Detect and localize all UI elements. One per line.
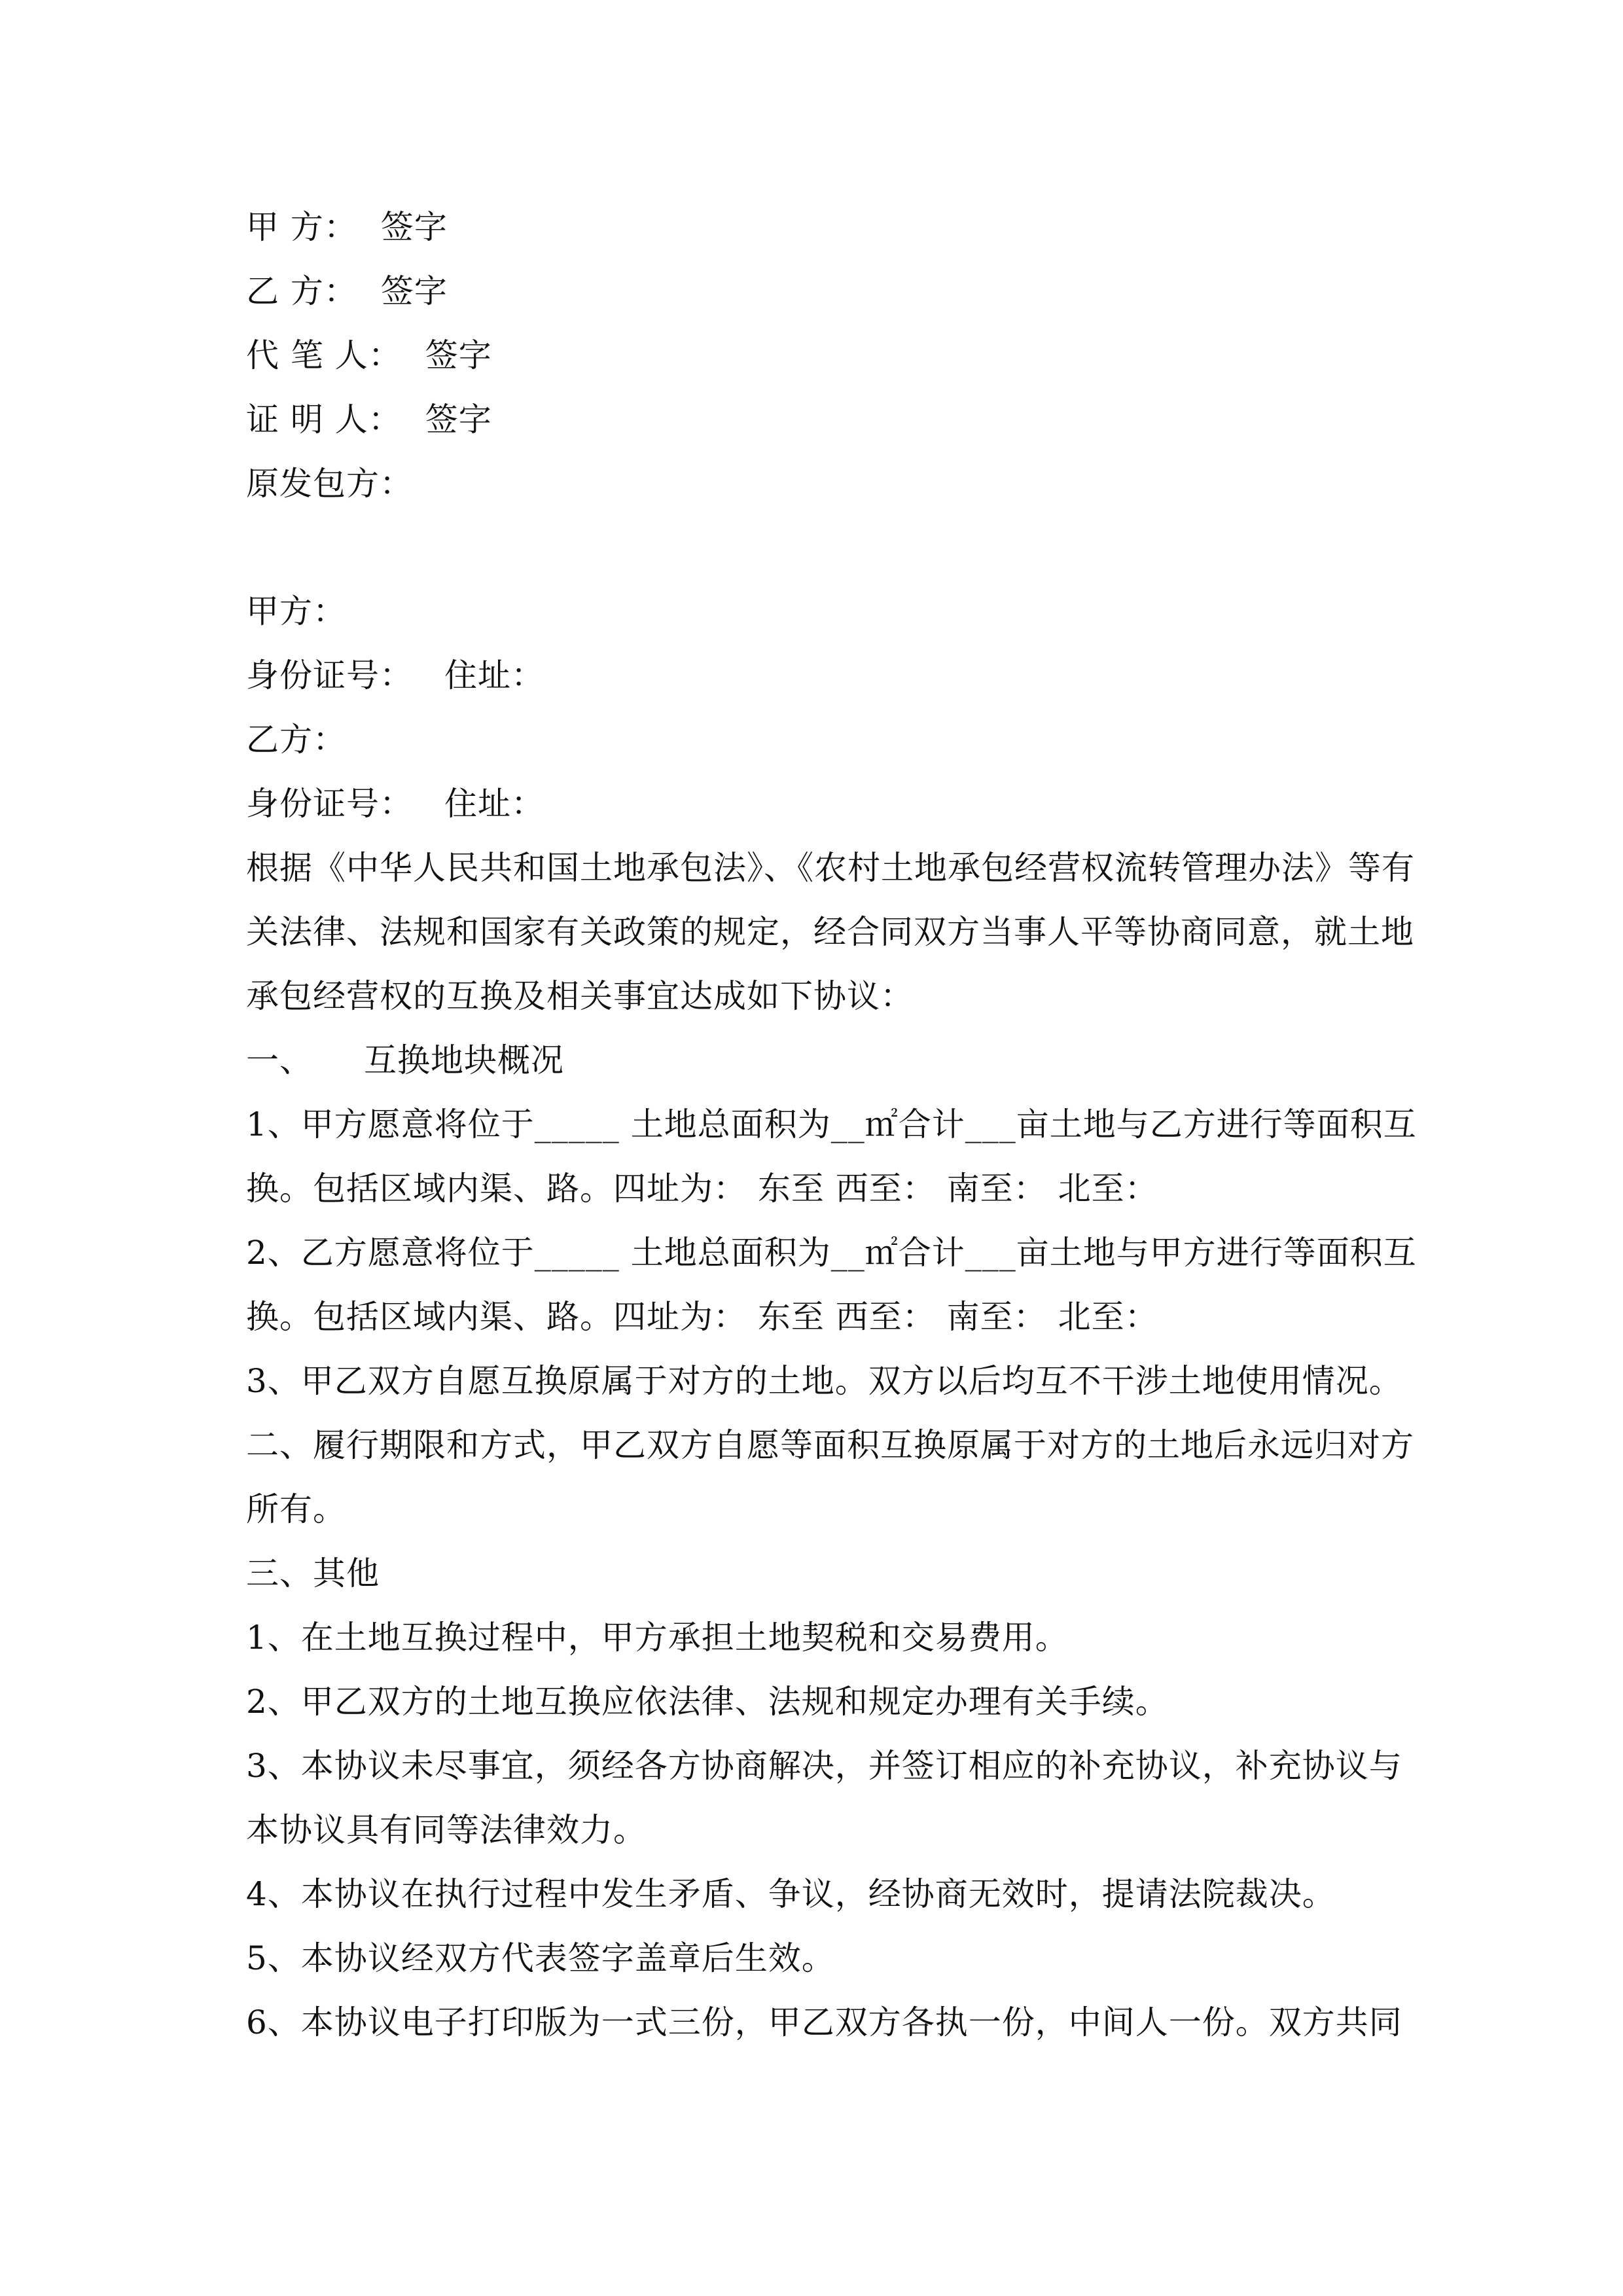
- party-b-id-label: 身份证号：: [246, 785, 413, 823]
- party-b-info: [246, 772, 1398, 836]
- preamble-line: 承包经营权的互换及相关事宜达成如下协议：: [246, 977, 914, 1015]
- signature-writer-sign: 签字: [425, 336, 492, 374]
- signature-party-a-label: 甲 方：: [246, 208, 357, 246]
- section-1-number: 一、: [246, 1041, 313, 1079]
- party-a-address-label: 住址：: [444, 656, 544, 694]
- preamble-line: 根据《中华人民共和国土地承包法》、《农村土地承包经营权流转管理办法》等有: [246, 849, 1415, 887]
- party-b-heading: [246, 708, 1398, 772]
- signature-writer-label: 代 笔 人：: [246, 336, 402, 374]
- section-1-item-1-line: 换。包括区域内渠、路。四址为： 东至 西至： 南至： 北至：: [246, 1170, 1158, 1208]
- party-b-address-label: 住址：: [444, 785, 544, 823]
- party-a-heading: [246, 579, 1398, 643]
- section-3-item-3-line: 3、本协议未尽事宜，须经各方协商解决，并签订相应的补充协议，补充协议与: [246, 1747, 1402, 1785]
- signature-party-a: [246, 195, 1398, 259]
- section-3-heading: 三、其他: [246, 1554, 380, 1592]
- section-1-item-2-line: 换。包括区域内渠、路。四址为： 东至 西至： 南至： 北至：: [246, 1298, 1158, 1336]
- signature-witness: [246, 387, 1398, 452]
- signature-witness-sign: 签字: [425, 401, 492, 439]
- section-2-line: 所有。: [246, 1490, 346, 1528]
- signature-party-a-sign: 签字: [380, 208, 448, 246]
- section-1-item-2-line: 2、乙方愿意将位于_____ 土地总面积为__㎡合计___亩土地与甲方进行等面积互: [246, 1234, 1417, 1272]
- section-3-item-5: 5、本协议经双方代表签字盖章后生效。: [246, 1939, 835, 1977]
- party-a-id-label: 身份证号：: [246, 656, 413, 694]
- party-a-label: 甲方：: [246, 592, 346, 630]
- party-a-info: [246, 643, 1398, 708]
- section-3-item-2: 2、甲乙双方的土地互换应依法律、法规和规定办理有关手续。: [246, 1683, 1169, 1721]
- signature-writer: [246, 323, 1398, 387]
- section-1-item-3: 3、甲乙双方自愿互换原属于对方的土地。双方以后均互不干涉土地使用情况。: [246, 1362, 1402, 1400]
- signature-party-b-sign: 签字: [380, 272, 448, 310]
- section-3-item-4: 4、本协议在执行过程中发生矛盾、争议，经协商无效时，提请法院裁决。: [246, 1875, 1336, 1913]
- section-1-heading: [246, 1028, 1398, 1092]
- party-b-label: 乙方：: [246, 721, 346, 759]
- signature-party-b-label: 乙 方：: [246, 272, 357, 310]
- section-1-item-1-line: 1、甲方愿意将位于_____ 土地总面积为__㎡合计___亩土地与乙方进行等面积互: [246, 1105, 1417, 1143]
- section-2-line: 二、履行期限和方式，甲乙双方自愿等面积互换原属于对方的土地后永远归对方: [246, 1426, 1414, 1464]
- original-contractor-label: 原发包方：: [246, 465, 413, 503]
- signature-witness-label: 证 明 人：: [246, 401, 402, 439]
- preamble-line: 关法律、法规和国家有关政策的规定，经合同双方当事人平等协商同意，就土地: [246, 913, 1414, 951]
- section-3-item-1: 1、在土地互换过程中，甲方承担土地契税和交易费用。: [246, 1619, 1069, 1657]
- section-3-item-6: 6、本协议电子打印版为一式三份，甲乙双方各执一份，中间人一份。双方共同: [246, 2003, 1402, 2041]
- section-1-title: 互换地块概况: [364, 1041, 564, 1079]
- signature-party-b: [246, 259, 1398, 323]
- section-3-item-3-line: 本协议具有同等法律效力。: [246, 1811, 647, 1849]
- original-contractor: [246, 452, 1398, 516]
